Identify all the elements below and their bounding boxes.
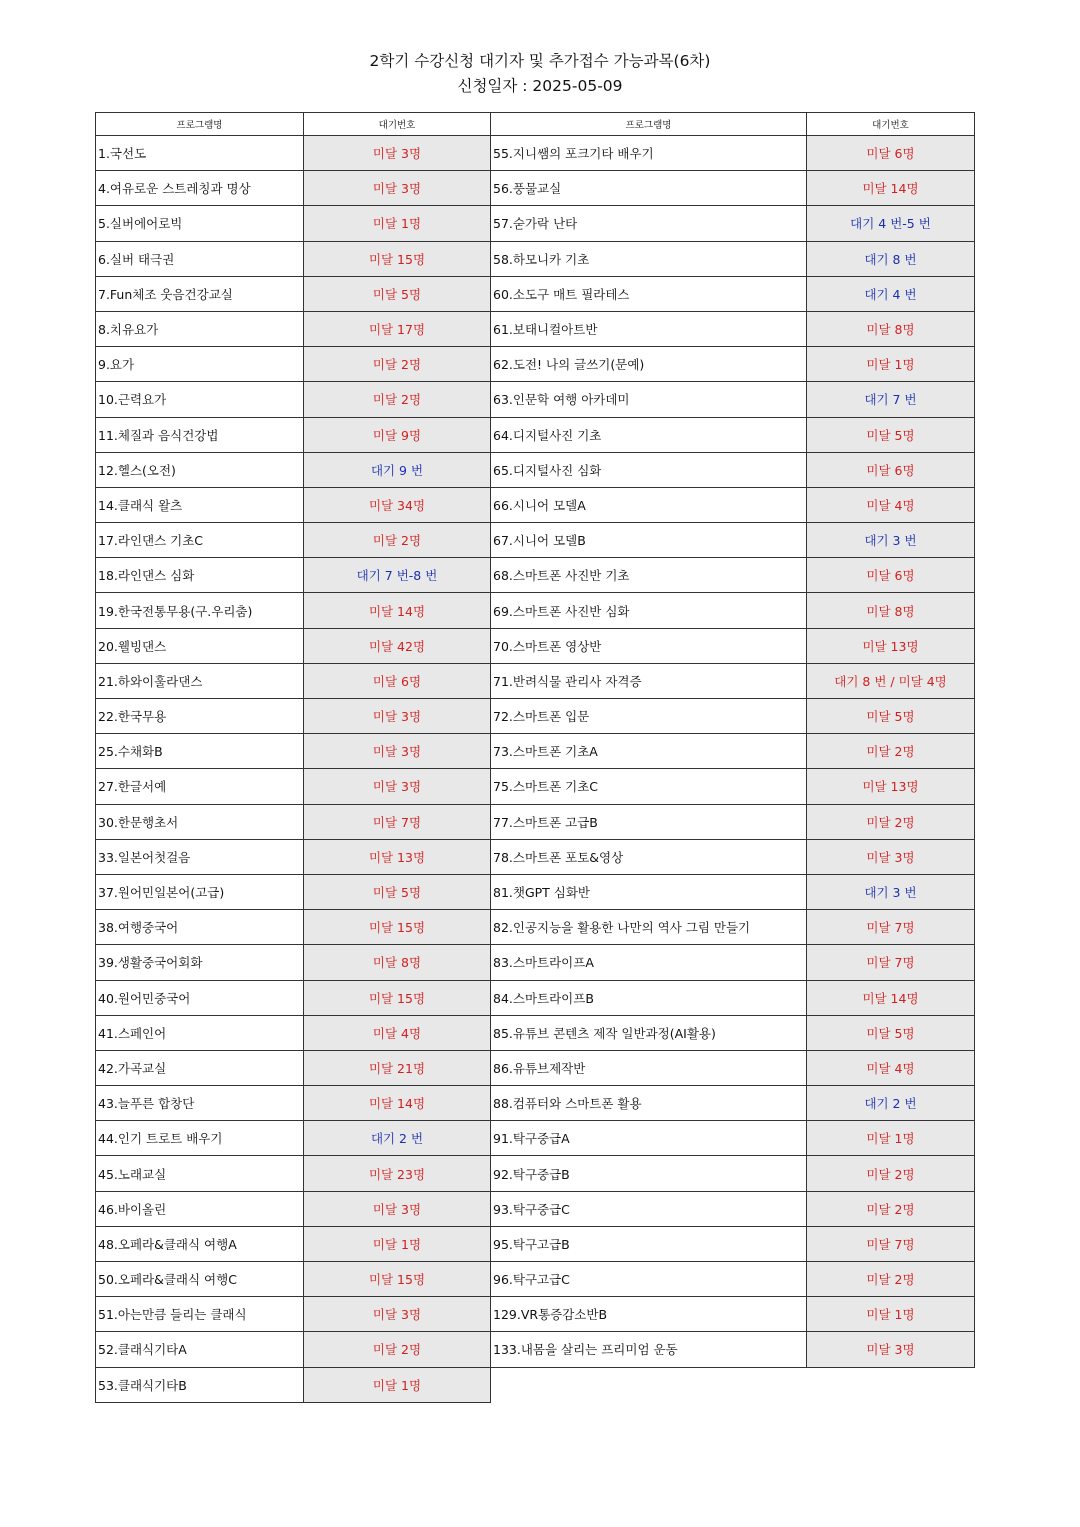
program-name-cell: 30.한문행초서: [96, 804, 304, 839]
program-name-cell: 75.스마트폰 기초C: [491, 769, 807, 804]
program-name-cell: 55.지니쌤의 포크기타 배우기: [491, 136, 807, 171]
table-row: [491, 452, 975, 487]
program-name-cell: 45.노래교실: [96, 1156, 304, 1191]
table-row: [491, 136, 975, 171]
waitlist-status-cell: 미달 8명: [304, 945, 491, 980]
table-row: [491, 1297, 975, 1332]
program-name-cell: 44.인기 트로트 배우기: [96, 1121, 304, 1156]
waitlist-status-cell: 미달 2명: [807, 804, 975, 839]
waitlist-status-cell: 미달 5명: [304, 276, 491, 311]
table-row: [96, 980, 491, 1015]
waitlist-status-cell: 미달 3명: [807, 1332, 975, 1367]
program-name-cell: 71.반려식물 관리사 자격증: [491, 663, 807, 698]
waitlist-status-cell: 미달 4명: [304, 1015, 491, 1050]
program-name-cell: 18.라인댄스 심화: [96, 558, 304, 593]
waitlist-status-cell: 미달 17명: [304, 311, 491, 346]
table-row: [491, 769, 975, 804]
table-row: [491, 945, 975, 980]
table-row: [96, 241, 491, 276]
program-name-cell: 5.실버에어로빅: [96, 206, 304, 241]
waitlist-status-cell: 미달 1명: [807, 1121, 975, 1156]
table-row: [491, 1156, 975, 1191]
waitlist-status-cell: 대기 2 번: [304, 1121, 491, 1156]
table-header-row: [96, 113, 491, 136]
column-header-waitlist: 대기번호: [807, 113, 975, 136]
program-name-cell: 60.소도구 매트 필라테스: [491, 276, 807, 311]
program-name-cell: 67.시니어 모델B: [491, 523, 807, 558]
left-course-table: [95, 112, 491, 1403]
waitlist-status-cell: 미달 3명: [304, 769, 491, 804]
program-name-cell: 40.원어민중국어: [96, 980, 304, 1015]
waitlist-status-cell: 미달 4명: [807, 1050, 975, 1085]
program-name-cell: 70.스마트폰 영상반: [491, 628, 807, 663]
program-name-cell: 1.국선도: [96, 136, 304, 171]
table-row: [491, 628, 975, 663]
program-name-cell: 14.클래식 왈츠: [96, 487, 304, 522]
program-name-cell: 17.라인댄스 기초C: [96, 523, 304, 558]
program-name-cell: 95.탁구고급B: [491, 1226, 807, 1261]
program-name-cell: 83.스마트라이프A: [491, 945, 807, 980]
right-table-body: [491, 136, 975, 1368]
program-name-cell: 72.스마트폰 입문: [491, 699, 807, 734]
table-row: [96, 1262, 491, 1297]
table-row: [96, 523, 491, 558]
program-name-cell: 88.컴퓨터와 스마트폰 활용: [491, 1086, 807, 1121]
waitlist-status-cell: 대기 3 번: [807, 523, 975, 558]
table-row: [491, 347, 975, 382]
table-row: [96, 874, 491, 909]
waitlist-status-cell: 미달 1명: [807, 1297, 975, 1332]
waitlist-status-cell: 미달 2명: [807, 1262, 975, 1297]
waitlist-status-cell: 미달 5명: [807, 1015, 975, 1050]
table-row: [96, 1121, 491, 1156]
waitlist-status-cell: 미달 23명: [304, 1156, 491, 1191]
waitlist-status-cell: 미달 13명: [807, 769, 975, 804]
program-name-cell: 21.하와이훌라댄스: [96, 663, 304, 698]
waitlist-status-cell: 대기 4 번-5 번: [807, 206, 975, 241]
table-row: [491, 804, 975, 839]
right-course-table: [490, 112, 975, 1368]
table-row: [96, 171, 491, 206]
program-name-cell: 77.스마트폰 고급B: [491, 804, 807, 839]
program-name-cell: 92.탁구중급B: [491, 1156, 807, 1191]
program-name-cell: 56.풍물교실: [491, 171, 807, 206]
table-row: [491, 171, 975, 206]
program-name-cell: 93.탁구중급C: [491, 1191, 807, 1226]
waitlist-status-cell: 미달 14명: [304, 1086, 491, 1121]
table-row: [491, 734, 975, 769]
waitlist-status-cell: 미달 1명: [304, 1226, 491, 1261]
program-name-cell: 81.챗GPT 심화반: [491, 874, 807, 909]
program-name-cell: 9.요가: [96, 347, 304, 382]
column-header-program: 프로그램명: [491, 113, 807, 136]
waitlist-status-cell: 미달 2명: [807, 1191, 975, 1226]
waitlist-status-cell: 미달 2명: [304, 347, 491, 382]
program-name-cell: 22.한국무용: [96, 699, 304, 734]
table-row: [491, 1015, 975, 1050]
column-header-program: 프로그램명: [96, 113, 304, 136]
waitlist-status-cell: 미달 21명: [304, 1050, 491, 1085]
table-row: [96, 1191, 491, 1226]
table-row: [96, 769, 491, 804]
waitlist-status-cell: 미달 5명: [807, 699, 975, 734]
waitlist-status-cell: 미달 7명: [807, 910, 975, 945]
program-name-cell: 6.실버 태극권: [96, 241, 304, 276]
program-name-cell: 62.도전! 나의 글쓰기(문예): [491, 347, 807, 382]
program-name-cell: 57.숟가락 난타: [491, 206, 807, 241]
waitlist-status-cell: 미달 3명: [807, 839, 975, 874]
table-row: [491, 874, 975, 909]
waitlist-status-cell: 미달 3명: [304, 734, 491, 769]
table-row: [96, 804, 491, 839]
table-row: [491, 417, 975, 452]
waitlist-status-cell: 미달 14명: [304, 593, 491, 628]
table-row: [96, 839, 491, 874]
table-row: [96, 734, 491, 769]
waitlist-status-cell: 미달 7명: [304, 804, 491, 839]
program-name-cell: 69.스마트폰 사진반 심화: [491, 593, 807, 628]
program-name-cell: 20.웰빙댄스: [96, 628, 304, 663]
table-row: [96, 1050, 491, 1085]
program-name-cell: 52.클래식기타A: [96, 1332, 304, 1367]
program-name-cell: 42.가곡교실: [96, 1050, 304, 1085]
table-row: [491, 699, 975, 734]
program-name-cell: 133.내몸을 살리는 프리미엄 운동: [491, 1332, 807, 1367]
table-row: [96, 1086, 491, 1121]
waitlist-status-cell: 미달 3명: [304, 171, 491, 206]
table-row: [96, 206, 491, 241]
program-name-cell: 66.시니어 모델A: [491, 487, 807, 522]
program-name-cell: 11.체질과 음식건강법: [96, 417, 304, 452]
waitlist-status-cell: 대기 7 번-8 번: [304, 558, 491, 593]
table-row: [96, 1332, 491, 1367]
table-row: [491, 1226, 975, 1261]
table-row: [96, 593, 491, 628]
waitlist-status-cell: 미달 2명: [807, 1156, 975, 1191]
waitlist-status-cell: 대기 9 번: [304, 452, 491, 487]
waitlist-status-cell: 미달 34명: [304, 487, 491, 522]
program-name-cell: 10.근력요가: [96, 382, 304, 417]
waitlist-status-cell: 미달 15명: [304, 980, 491, 1015]
application-date: 신청일자 : 2025-05-09: [457, 77, 623, 95]
program-name-cell: 46.바이올린: [96, 1191, 304, 1226]
program-name-cell: 73.스마트폰 기초A: [491, 734, 807, 769]
program-name-cell: 58.하모니카 기초: [491, 241, 807, 276]
table-row: [96, 347, 491, 382]
table-row: [491, 487, 975, 522]
program-name-cell: 50.오페라&클래식 여행C: [96, 1262, 304, 1297]
table-row: [96, 487, 491, 522]
waitlist-status-cell: 대기 8 번 / 미달 4명: [807, 663, 975, 698]
program-name-cell: 63.인문학 여행 아카데미: [491, 382, 807, 417]
table-row: [491, 206, 975, 241]
table-row: [96, 699, 491, 734]
program-name-cell: 129.VR통증감소반B: [491, 1297, 807, 1332]
table-row: [491, 276, 975, 311]
left-table-body: [96, 136, 491, 1403]
program-name-cell: 53.클래식기타B: [96, 1367, 304, 1402]
program-name-cell: 33.일본어첫걸음: [96, 839, 304, 874]
program-name-cell: 85.유튜브 콘텐츠 제작 일반과정(AI활용): [491, 1015, 807, 1050]
table-row: [491, 382, 975, 417]
waitlist-status-cell: 미달 7명: [807, 945, 975, 980]
waitlist-status-cell: 미달 13명: [807, 628, 975, 663]
program-name-cell: 91.탁구중급A: [491, 1121, 807, 1156]
table-row: [491, 1086, 975, 1121]
waitlist-status-cell: 미달 2명: [304, 1332, 491, 1367]
table-row: [96, 1226, 491, 1261]
waitlist-status-cell: 대기 2 번: [807, 1086, 975, 1121]
program-name-cell: 7.Fun체조 웃음건강교실: [96, 276, 304, 311]
waitlist-status-cell: 미달 14명: [807, 171, 975, 206]
program-name-cell: 86.유튜브제작반: [491, 1050, 807, 1085]
waitlist-status-cell: 미달 6명: [304, 663, 491, 698]
program-name-cell: 39.생활중국어회화: [96, 945, 304, 980]
waitlist-status-cell: 미달 8명: [807, 593, 975, 628]
waitlist-status-cell: 미달 15명: [304, 910, 491, 945]
table-row: [491, 1050, 975, 1085]
waitlist-status-cell: 미달 14명: [807, 980, 975, 1015]
table-header-row: [491, 113, 975, 136]
waitlist-status-cell: 미달 7명: [807, 1226, 975, 1261]
waitlist-status-cell: 미달 2명: [304, 523, 491, 558]
table-row: [96, 945, 491, 980]
waitlist-status-cell: 대기 3 번: [807, 874, 975, 909]
waitlist-status-cell: 미달 15명: [304, 241, 491, 276]
program-name-cell: 27.한글서예: [96, 769, 304, 804]
waitlist-status-cell: 미달 2명: [304, 382, 491, 417]
program-name-cell: 37.원어민일본어(고급): [96, 874, 304, 909]
table-row: [96, 1367, 491, 1402]
program-name-cell: 43.늘푸른 합창단: [96, 1086, 304, 1121]
table-row: [491, 241, 975, 276]
waitlist-status-cell: 대기 7 번: [807, 382, 975, 417]
table-row: [491, 311, 975, 346]
waitlist-status-cell: 미달 1명: [304, 1367, 491, 1402]
waitlist-status-cell: 대기 8 번: [807, 241, 975, 276]
waitlist-status-cell: 미달 9명: [304, 417, 491, 452]
program-name-cell: 38.여행중국어: [96, 910, 304, 945]
column-header-waitlist: 대기번호: [304, 113, 491, 136]
waitlist-status-cell: 미달 2명: [807, 734, 975, 769]
table-row: [491, 663, 975, 698]
table-row: [491, 558, 975, 593]
program-name-cell: 78.스마트폰 포토&영상: [491, 839, 807, 874]
waitlist-status-cell: 대기 4 번: [807, 276, 975, 311]
program-name-cell: 61.보태니컬아트반: [491, 311, 807, 346]
waitlist-status-cell: 미달 5명: [807, 417, 975, 452]
table-row: [96, 452, 491, 487]
table-row: [96, 417, 491, 452]
table-row: [96, 1297, 491, 1332]
program-name-cell: 65.디지털사진 심화: [491, 452, 807, 487]
program-name-cell: 19.한국전통무용(구.우리춤): [96, 593, 304, 628]
program-name-cell: 8.치유요가: [96, 311, 304, 346]
table-row: [96, 628, 491, 663]
program-name-cell: 51.아는만큼 들리는 클래식: [96, 1297, 304, 1332]
waitlist-status-cell: 미달 3명: [304, 699, 491, 734]
waitlist-status-cell: 미달 15명: [304, 1262, 491, 1297]
table-row: [96, 558, 491, 593]
table-row: [491, 593, 975, 628]
waitlist-status-cell: 미달 3명: [304, 136, 491, 171]
program-name-cell: 41.스페인어: [96, 1015, 304, 1050]
program-name-cell: 68.스마트폰 사진반 기초: [491, 558, 807, 593]
program-name-cell: 84.스마트라이프B: [491, 980, 807, 1015]
table-row: [491, 1332, 975, 1367]
waitlist-status-cell: 미달 6명: [807, 452, 975, 487]
waitlist-status-cell: 미달 13명: [304, 839, 491, 874]
table-row: [96, 910, 491, 945]
waitlist-status-cell: 미달 6명: [807, 558, 975, 593]
waitlist-status-cell: 미달 6명: [807, 136, 975, 171]
table-row: [96, 276, 491, 311]
waitlist-status-cell: 미달 8명: [807, 311, 975, 346]
table-row: [491, 1191, 975, 1226]
waitlist-status-cell: 미달 3명: [304, 1297, 491, 1332]
table-row: [96, 1015, 491, 1050]
table-row: [96, 311, 491, 346]
waitlist-status-cell: 미달 3명: [304, 1191, 491, 1226]
table-row: [96, 663, 491, 698]
waitlist-status-cell: 미달 1명: [304, 206, 491, 241]
table-row: [491, 980, 975, 1015]
program-name-cell: 48.오페라&클래식 여행A: [96, 1226, 304, 1261]
program-name-cell: 82.인공지능을 활용한 나만의 역사 그림 만들기: [491, 910, 807, 945]
table-row: [491, 839, 975, 874]
page-title: 2학기 수강신청 대기자 및 추가접수 가능과목(6차): [369, 52, 711, 70]
table-row: [96, 136, 491, 171]
table-row: [491, 523, 975, 558]
program-name-cell: 12.헬스(오전): [96, 452, 304, 487]
program-name-cell: 96.탁구고급C: [491, 1262, 807, 1297]
waitlist-status-cell: 미달 1명: [807, 347, 975, 382]
table-row: [96, 1156, 491, 1191]
table-row: [491, 1262, 975, 1297]
program-name-cell: 64.디지털사진 기초: [491, 417, 807, 452]
program-name-cell: 4.여유로운 스트레칭과 명상: [96, 171, 304, 206]
program-name-cell: 25.수채화B: [96, 734, 304, 769]
table-row: [491, 910, 975, 945]
table-row: [491, 1121, 975, 1156]
table-row: [96, 382, 491, 417]
waitlist-status-cell: 미달 5명: [304, 874, 491, 909]
waitlist-status-cell: 미달 42명: [304, 628, 491, 663]
waitlist-status-cell: 미달 4명: [807, 487, 975, 522]
